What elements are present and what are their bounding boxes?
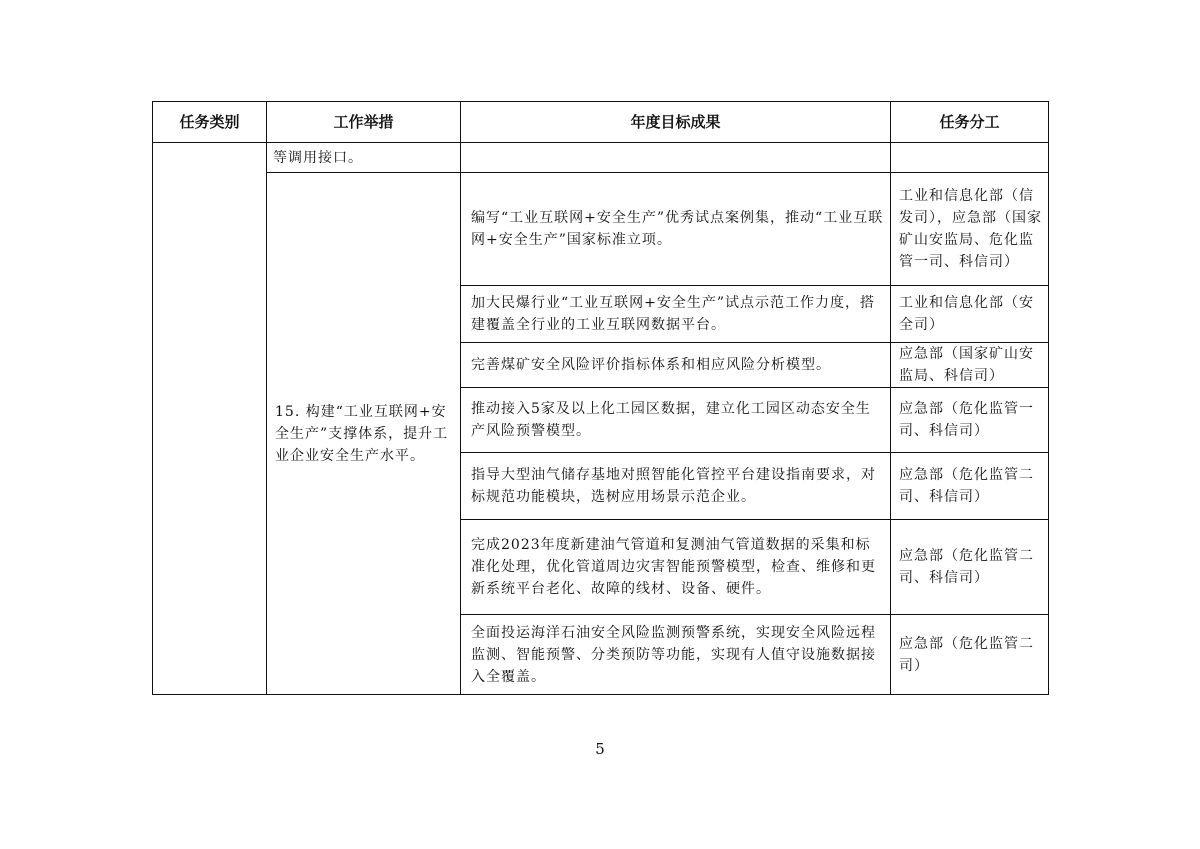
division-text: 应急部（危化监管一司、科信司） <box>899 401 1034 439</box>
goal-text: 编写“工业互联网+安全生产”优秀试点案例集，推动“工业互联网+安全生产”国家标准立项。 <box>471 210 884 248</box>
division-text: 应急部（危化监管二司、科信司） <box>899 467 1034 505</box>
goal-cell <box>461 453 891 520</box>
category-cell <box>153 143 267 695</box>
division-cell <box>891 388 1049 453</box>
goal-text: 完成2023年度新建油气管道和复测油气管道数据的采集和标准化处理，优化管道周边灾害智能预警模型，检查、维修和更新系统平台老化、故障的线材、设备、硬件。 <box>471 537 876 597</box>
goal-cell <box>461 520 891 615</box>
division-continuation-cell <box>891 143 1049 173</box>
task-table <box>152 101 1049 695</box>
division-text: 工业和信息化部（信发司），应急部（国家矿山安监局、危化监管一司、科信司） <box>899 188 1042 270</box>
goal-cell <box>461 343 891 388</box>
goal-cell <box>461 286 891 343</box>
measure-15-text: 15. 构建“工业互联网+安全生产”支撑体系，提升工业企业安全生产水平。 <box>275 403 449 464</box>
header-task-category: 任务类别 <box>153 102 267 143</box>
division-cell <box>891 453 1049 520</box>
division-text: 应急部（危化监管二司） <box>899 635 1034 674</box>
goal-text: 指导大型油气储存基地对照智能化管控平台建设指南要求，对标规范功能模块，选树应用场景示范企业。 <box>471 467 876 505</box>
division-cell <box>891 343 1049 388</box>
measure-continuation-text: 等调用接口。 <box>273 149 363 166</box>
goal-text: 全面投运海洋石油安全风险监测预警系统，实现安全风险远程监测、智能预警、分类预防等功能，实现有人值守设施数据接入全覆盖。 <box>471 624 876 685</box>
division-text: 工业和信息化部（安全司） <box>899 295 1034 333</box>
goal-continuation-cell <box>461 143 891 173</box>
table-row <box>153 173 1049 286</box>
header-task-division: 任务分工 <box>891 102 1049 143</box>
division-cell <box>891 615 1049 695</box>
goal-text: 推动接入5家及以上化工园区数据，建立化工园区动态安全生产风险预警模型。 <box>471 401 871 439</box>
header-work-measure: 工作举措 <box>267 102 461 143</box>
header-annual-goal: 年度目标成果 <box>461 102 891 143</box>
goal-text: 完善煤矿安全风险评价指标体系和相应风险分析模型。 <box>471 357 831 373</box>
division-text: 应急部（国家矿山安监局、科信司） <box>899 346 1034 384</box>
goal-cell <box>461 615 891 695</box>
task-table-container <box>152 101 1048 695</box>
division-cell <box>891 520 1049 615</box>
page-number: 5 <box>595 740 605 758</box>
goal-text: 加大民爆行业“工业互联网+安全生产”试点示范工作力度，搭建覆盖全行业的工业互联网数据平台。 <box>471 295 876 333</box>
measure-15-cell <box>267 173 461 695</box>
division-text: 应急部（危化监管二司、科信司） <box>899 548 1034 586</box>
division-cell <box>891 286 1049 343</box>
measure-continuation-cell <box>267 143 461 173</box>
division-cell <box>891 173 1049 286</box>
table-row-continuation <box>153 143 1049 173</box>
table-header-row <box>153 102 1049 143</box>
goal-cell <box>461 173 891 286</box>
goal-cell <box>461 388 891 453</box>
